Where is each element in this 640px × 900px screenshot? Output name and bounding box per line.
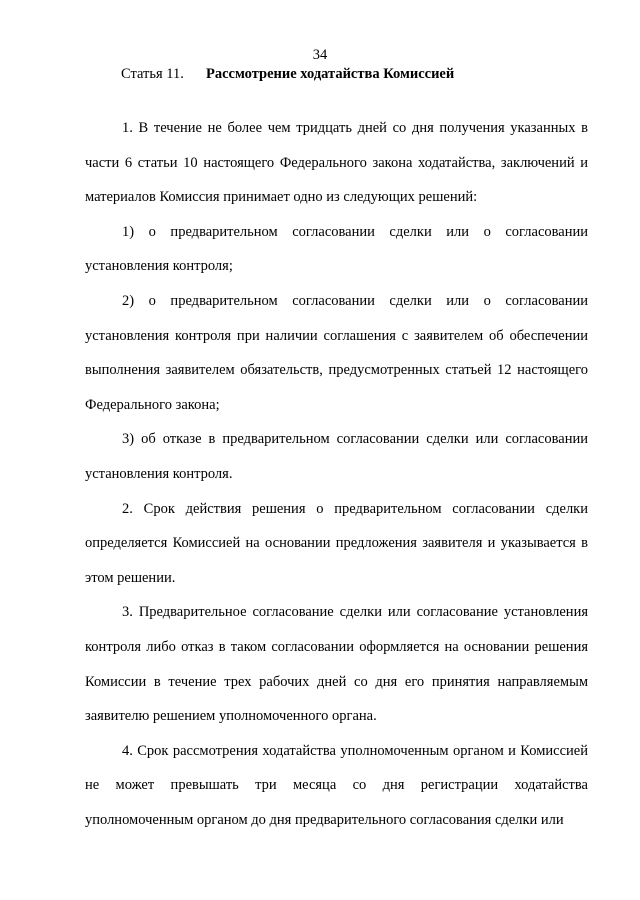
- paragraph-1-item-3: 3) об отказе в предварительном согласовании сделки или согласовании установления контроля.: [85, 431, 588, 482]
- article-heading: [121, 66, 454, 82]
- paragraph-2: 2. Срок действия решения о предварительном согласовании сделки определяется Комиссией на основании предложения заявителя и указывается в этом решении.: [85, 500, 588, 586]
- paragraph-4: 4. Срок рассмотрения ходатайства уполномоченным органом и Комиссией не может превышать три месяца со дня регистрации ходатайства уполномоченным органом до дня предварительного согласования сделки или: [85, 742, 588, 828]
- article-label: Статья 11.: [121, 66, 184, 82]
- paragraph-1: 1. В течение не более чем тридцать дней со дня получения указанных в части 6 статьи 10 настоящего Федерального закона ходатайства, заключений и материалов Комиссия принимает одно из следующих решений:: [85, 120, 588, 206]
- paragraph-1-item-2: 2) о предварительном согласовании сделки или о согласовании установления контроля при наличии соглашения с заявителем об обеспечении выполнения заявителем обязательств, предусмотренных статьей 12 настоящего Федерального закона;: [85, 292, 588, 413]
- page-number: 34: [312, 47, 328, 63]
- paragraph-3: 3. Предварительное согласование сделки или согласование установления контроля либо отказ в таком согласовании оформляется на основании решения Комиссии в течение трех рабочих дней со дня его принятия направляемым заявителю решением уполномоченного органа.: [85, 604, 588, 725]
- article-title: Рассмотрение ходатайства Комиссией: [206, 66, 455, 82]
- paragraph-1-item-1: 1) о предварительном согласовании сделки или о согласовании установления контроля;: [85, 223, 588, 275]
- article-body: [85, 111, 588, 837]
